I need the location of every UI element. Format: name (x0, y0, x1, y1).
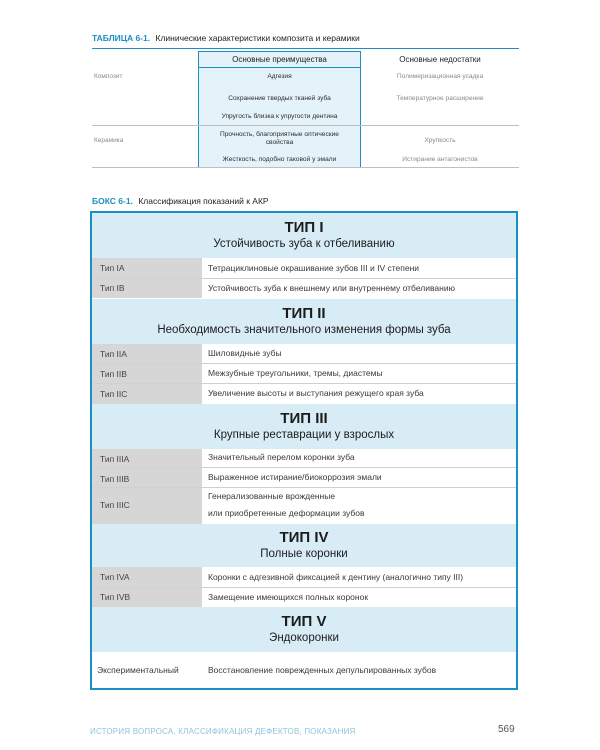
table-caption (92, 33, 360, 43)
row-separator (92, 467, 516, 468)
row-description: Шиловидные зубы (208, 348, 282, 358)
box-label: БОКС 6-1. (92, 196, 133, 206)
table-bottom-rule (92, 167, 519, 168)
advantages-column-highlight (198, 51, 361, 168)
type-subtitle: Необходимость значительного изменения формы зуба (157, 324, 451, 336)
row-description: Увеличение высоты и выступания режущего края зуба (208, 388, 424, 398)
composite-disadvantage: Полимеризационная усадка (396, 73, 484, 80)
box-title: Классификация показаний к АКР (138, 196, 269, 206)
table-top-rule (92, 48, 519, 49)
row-code: Тип IIIC (100, 500, 130, 510)
type-heading: ТИП IV (279, 529, 329, 546)
row-label-composite: Композит (94, 73, 123, 80)
row-code: Экспериментальный (97, 665, 179, 675)
row-separator (92, 363, 516, 364)
row-description: Замещение имеющихся полных коронок (208, 592, 369, 602)
type-subtitle: Эндокоронки (269, 632, 339, 644)
row-separator (92, 278, 516, 279)
ceramic-advantage: Прочность, благоприятные оптические свойства (220, 131, 339, 146)
composite-advantage: Адгезия (267, 73, 292, 80)
table-title: Клинические характеристики композита и керамики (155, 33, 360, 43)
row-description: Значительный перелом коронки зуба (208, 452, 355, 462)
type-iii-band (92, 404, 516, 449)
header-rule (198, 67, 361, 68)
row-description: Коронки с адгезивной фиксацией к дентину (аналогично типу III) (208, 572, 464, 582)
row-description: Выраженное истирание/биокоррозия эмали (208, 472, 382, 482)
running-footer: ИСТОРИЯ ВОПРОСА, КЛАССИФИКАЦИЯ ДЕФЕКТОВ, ПОКАЗАНИЯ (90, 727, 356, 736)
row-separator (92, 125, 519, 126)
column-header-advantages: Основные преимущества (232, 55, 327, 64)
type-heading: ТИП III (280, 410, 328, 427)
row-code: Тип IVB (100, 592, 131, 602)
row-description: Тетрациклиновые окрашивание зубов III и IV степени (208, 263, 420, 273)
composite-advantage: Упругость близка к упругости дентина (221, 113, 338, 120)
row-code: Тип IVA (100, 572, 130, 582)
type-heading: ТИП V (281, 613, 327, 630)
row-code: Тип IB (100, 283, 125, 293)
row-description: или приобретенные деформации зубов (208, 508, 365, 518)
ceramic-disadvantage: Хрупкость (424, 137, 456, 144)
row-code: Тип IIC (100, 389, 128, 399)
ceramic-advantage: Жесткость, подобно таковой у эмали (222, 156, 337, 163)
row-code: Тип IA (100, 263, 125, 273)
row-description: Генерализованные врожденные (208, 491, 336, 501)
type-heading: ТИП II (282, 305, 326, 322)
type-subtitle: Крупные реставрации у взрослых (213, 429, 395, 441)
type-heading: ТИП I (284, 219, 324, 236)
type-iv-band (92, 524, 516, 567)
code-cell (92, 344, 202, 404)
type-i-band (92, 213, 516, 258)
column-header-disadvantages: Основные недостатки (399, 55, 481, 64)
row-description: Устойчивость зуба к внешнему или внутреннему отбеливанию (208, 283, 455, 293)
composite-disadvantage: Температурное расширение (396, 95, 484, 102)
type-v-band (92, 607, 516, 652)
row-code: Тип IIIA (100, 454, 130, 464)
row-description: Восстановление поврежденных депульпированных зубов (208, 665, 437, 675)
page-number: 569 (498, 724, 515, 735)
row-separator (92, 487, 516, 488)
row-label-ceramic: Керамика (94, 137, 124, 144)
table-label: ТАБЛИЦА 6-1. (92, 33, 151, 43)
row-code: Тип IIA (100, 349, 127, 359)
row-separator (92, 383, 516, 384)
ceramic-disadvantage: Истирание антагонистов (402, 156, 478, 163)
row-code: Тип IIIB (100, 474, 130, 484)
box-caption (92, 196, 269, 206)
row-code: Тип IIB (100, 369, 127, 379)
row-description: Межзубные треугольники, тремы, диастемы (208, 368, 383, 378)
type-subtitle: Полные коронки (260, 548, 348, 560)
type-ii-band (92, 299, 516, 344)
composite-advantage: Сохранение твердых тканей зуба (228, 95, 331, 102)
row-separator (92, 587, 516, 588)
type-subtitle: Устойчивость зуба к отбеливанию (213, 238, 395, 250)
